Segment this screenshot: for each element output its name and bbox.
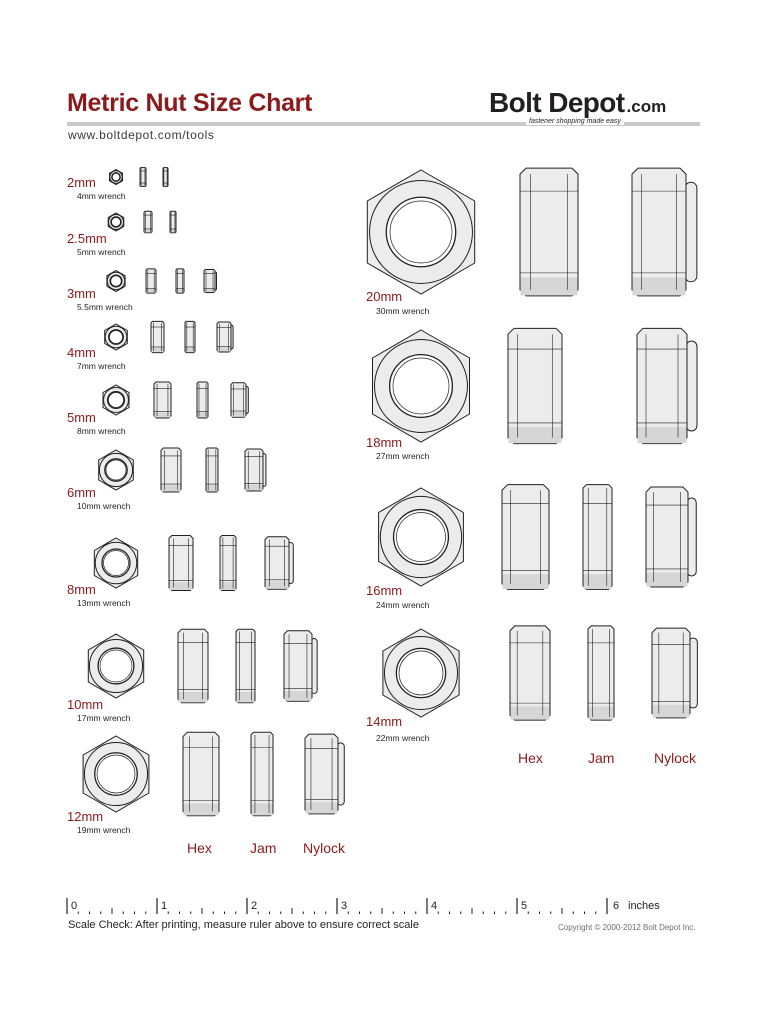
- page-title: Metric Nut Size Chart: [67, 89, 313, 117]
- size-label-12mm: 12mm: [67, 809, 104, 824]
- wrench-label-2mm: 4mm wrench: [77, 191, 126, 201]
- ruler-number-2: 2: [251, 900, 258, 912]
- nut-row-3mm: [107, 269, 217, 293]
- nut-row-14mm: [383, 626, 697, 720]
- size-label-6mm: 6mm: [67, 485, 96, 500]
- column-header-hex-left: Hex: [187, 840, 212, 856]
- size-label-3mm: 3mm: [67, 286, 96, 301]
- size-label-2mm: 2mm: [67, 175, 96, 190]
- wrench-label-18mm: 27mm wrench: [376, 451, 430, 461]
- nut-row-18mm: [373, 328, 698, 443]
- nut-row-5mm: [103, 382, 248, 418]
- wrench-label-20mm: 30mm wrench: [376, 306, 430, 316]
- wrench-label-16mm: 24mm wrench: [376, 600, 430, 610]
- ruler-number-0: 0: [71, 900, 78, 912]
- wrench-label-12mm: 19mm wrench: [77, 825, 131, 835]
- wrench-label-10mm: 17mm wrench: [77, 713, 131, 723]
- wrench-label-4mm: 7mm wrench: [77, 361, 126, 371]
- size-label-8mm: 8mm: [67, 582, 96, 597]
- copyright: Copyright © 2000-2012 Bolt Depot Inc.: [558, 923, 696, 932]
- wrench-label-3mm: 5.5mm wrench: [77, 302, 133, 312]
- size-label-16mm: 16mm: [366, 583, 403, 598]
- wrench-label-6mm: 10mm wrench: [77, 501, 131, 511]
- column-header-jam-left: Jam: [250, 840, 277, 856]
- nut-row-2mm: [110, 168, 169, 187]
- ruler-number-4: 4: [431, 900, 438, 912]
- ruler-number-1: 1: [161, 900, 168, 912]
- column-header-jam-right: Jam: [588, 750, 615, 766]
- wrench-label-14mm: 22mm wrench: [376, 733, 430, 743]
- size-label-10mm: 10mm: [67, 697, 104, 712]
- size-label-4mm: 4mm: [67, 345, 96, 360]
- size-label-18mm: 18mm: [366, 435, 403, 450]
- ruler-unit: inches: [628, 900, 660, 912]
- nut-row-10mm: [88, 629, 317, 703]
- wrench-label-5mm: 8mm wrench: [77, 426, 126, 436]
- nut-row-20mm: [367, 168, 697, 296]
- size-label-20mm: 20mm: [366, 289, 403, 304]
- size-label-2-5mm: 2.5mm: [67, 231, 107, 246]
- column-header-nylock-left: Nylock: [303, 840, 346, 856]
- column-header-hex-right: Hex: [518, 750, 543, 766]
- wrench-label-2-5mm: 5mm wrench: [77, 247, 126, 257]
- nut-row-6mm: [99, 448, 266, 492]
- nut-row-8mm: [94, 536, 293, 591]
- brand-tagline: fastener shopping made easy: [526, 118, 624, 125]
- size-label-14mm: 14mm: [366, 714, 403, 729]
- nut-row-16mm: [379, 485, 697, 590]
- brand-suffix: .com: [626, 97, 667, 116]
- nut-row-2-5mm: [108, 211, 176, 233]
- ruler-number-5: 5: [521, 900, 528, 912]
- size-label-5mm: 5mm: [67, 410, 96, 425]
- nut-row-4mm: [105, 321, 233, 352]
- scale-check-note: Scale Check: After printing, measure ruler above to ensure correct scale: [68, 919, 419, 931]
- tools-url: www.boltdepot.com/tools: [68, 128, 215, 142]
- ruler-number-6: 6: [613, 900, 620, 912]
- ruler-number-3: 3: [341, 900, 348, 912]
- brand-name: Bolt Depot: [489, 87, 625, 118]
- column-header-nylock-right: Nylock: [654, 750, 697, 766]
- wrench-label-8mm: 13mm wrench: [77, 598, 131, 608]
- nut-row-12mm: [83, 732, 344, 816]
